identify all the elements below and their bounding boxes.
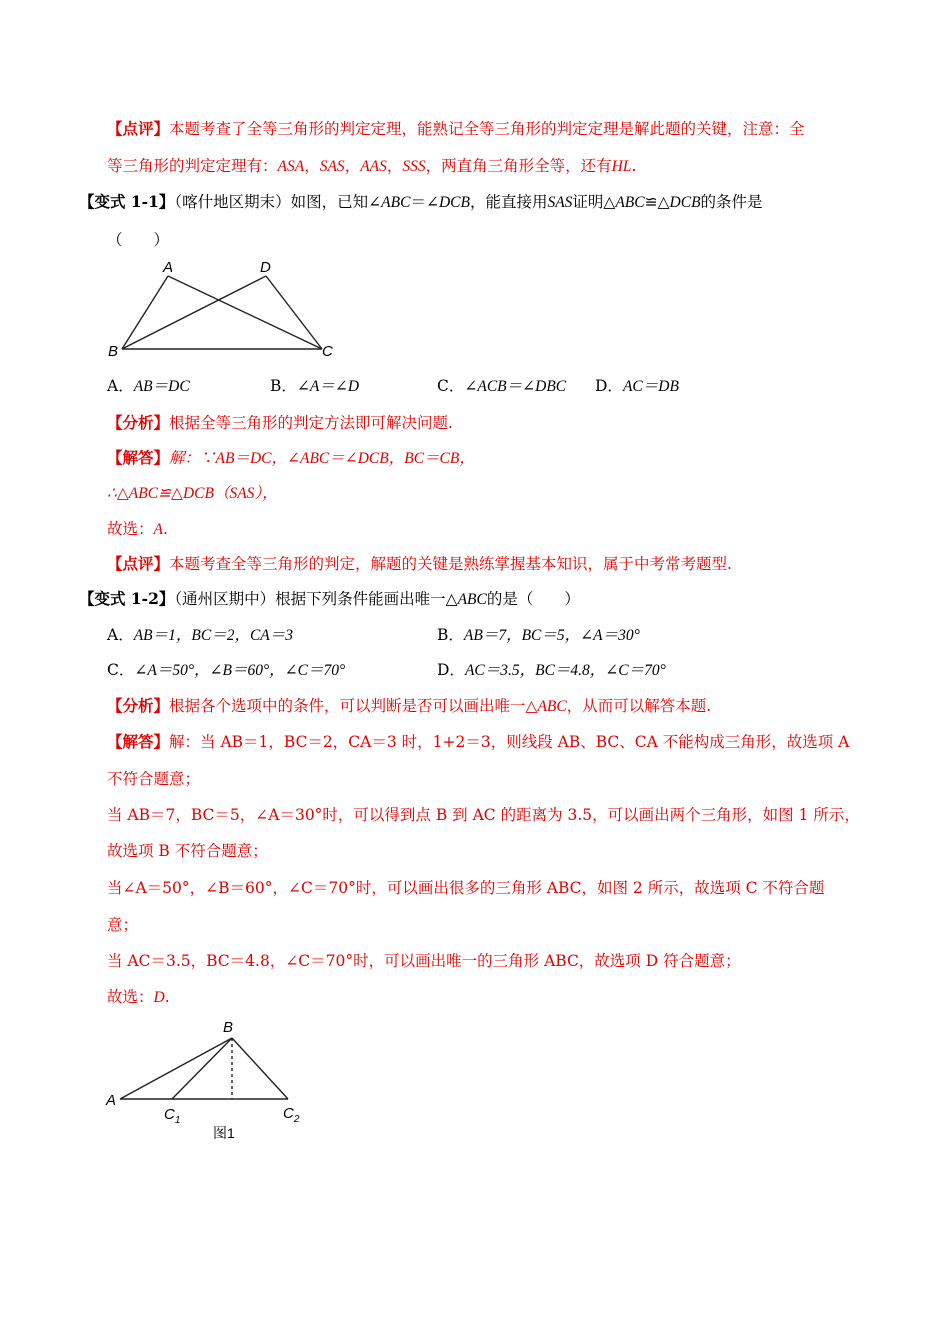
option-label: B． (437, 626, 464, 644)
option-label: A． (107, 377, 134, 395)
option-text: AB＝7，BC＝5，∠A＝30° (463, 627, 640, 644)
option-text: AB＝1，BC＝2，CA＝3 (133, 627, 294, 644)
option-d (437, 659, 666, 682)
math-sas: SAS (319, 158, 345, 175)
option-text: AC＝DB (622, 378, 679, 395)
math: ABC (457, 591, 487, 608)
math: SAS (547, 194, 573, 211)
solution-1-1-line-3 (107, 518, 168, 541)
question-text: 的条件是 (700, 193, 763, 211)
option-d (595, 375, 679, 398)
option-c (437, 375, 566, 398)
math: ABC (537, 698, 567, 715)
review-text: 本题考查全等三角形的判定，解题的关键是熟练掌握基本知识，属于中考常考题型. (169, 555, 732, 573)
option-label: C． (107, 661, 135, 679)
question-tag: 【变式 1-1】 (79, 192, 175, 211)
sep: ， (304, 157, 320, 175)
solution-1-2-line-7: 当 AC＝3.5，BC＝4.8，∠C＝70°时，可以画出唯一的三角形 ABC，故选项 D 符合题意； (107, 952, 741, 970)
label-c: C (322, 343, 333, 360)
analysis-text: ，从而可以解答本题. (566, 697, 712, 715)
solution-1-2-line-3: 当 AB＝7，BC＝5，∠A＝30°时，可以得到点 B 到 AC 的距离为 3.5，可以画出两个三角形，如图 1 所示， (107, 806, 860, 824)
review-1-1 (107, 553, 732, 575)
question-1-1 (79, 191, 763, 214)
question-text: 证明△ (572, 193, 616, 211)
solution-1-2-line-6: 意； (107, 916, 139, 934)
question-text: ≌△ (644, 193, 670, 211)
question-text: （通州区期中）根据下列条件能画出唯一△ (174, 590, 458, 608)
review-line-2 (107, 155, 636, 178)
option-text: AC＝3.5，BC＝4.8，∠C＝70° (464, 662, 666, 679)
review-text-3: ，两直角三角形全等，还有 (425, 157, 612, 175)
segment-bc2 (232, 1038, 288, 1099)
analysis-1-2 (107, 695, 711, 718)
solution-tag: 【解答】 (107, 732, 170, 751)
solution-1-1-line-1 (107, 447, 475, 470)
option-a (107, 624, 293, 647)
question-text: （喀什地区期末）如图，已知∠ (174, 193, 382, 211)
math: DCB (669, 194, 701, 211)
math: ABC (615, 194, 645, 211)
analysis-text: 根据全等三角形的判定方法即可解决问题. (169, 414, 453, 432)
solution-answer: D (153, 989, 165, 1006)
analysis-1-1 (107, 412, 453, 434)
label-b: B (223, 1019, 234, 1036)
option-label: D． (595, 377, 623, 395)
review-tag: 【点评】 (107, 119, 170, 138)
option-text: ∠A＝∠D (296, 378, 360, 395)
math: ABC (381, 194, 411, 211)
figure-triangles-abc-dcb (100, 252, 350, 364)
sep: ， (386, 157, 403, 175)
segment-bc1 (172, 1038, 232, 1099)
solution-text: 故选： (107, 520, 154, 538)
figure-caption: 图1 (213, 1125, 235, 1141)
period: . (162, 520, 168, 538)
review-line-1 (107, 118, 805, 140)
segment-dc (266, 276, 322, 349)
math-aas: AAS (360, 158, 387, 175)
analysis-tag: 【分析】 (107, 413, 170, 432)
option-label: D． (437, 661, 465, 679)
question-text: ＝∠ (410, 193, 439, 211)
option-label: B． (270, 377, 297, 395)
solution-text: 解：当 AB＝1，BC＝2，CA＝3 时，1+2＝3，则线段 AB、BC、CA 不能构成三角形，故选项 A (169, 733, 850, 751)
period: . (631, 157, 637, 175)
solution-tag: 【解答】 (107, 448, 170, 467)
option-text: ∠ACB＝∠DBC (464, 378, 567, 395)
analysis-tag: 【分析】 (107, 696, 170, 715)
option-label: C． (437, 377, 465, 395)
review-tag: 【点评】 (107, 554, 170, 573)
figure-1-two-triangles (100, 1012, 320, 1148)
review-text: 本题考查了全等三角形的判定定理，能熟记全等三角形的判定定理是解此题的关键，注意：全 (169, 120, 805, 138)
label-c2: $C_2$ (283, 1105, 300, 1125)
option-text: ∠A＝50°，∠B＝60°，∠C＝70° (134, 662, 346, 679)
label-a: A (163, 259, 174, 276)
question-1-2 (79, 588, 580, 611)
solution-text: 解：∵AB＝DC，∠ABC＝∠DCB，BC＝CB， (169, 450, 475, 467)
solution-text: ∴△ABC≌△DCB（SAS）， (107, 485, 278, 502)
option-a (107, 375, 190, 398)
option-c (107, 659, 345, 682)
question-tag: 【变式 1-2】 (79, 589, 175, 608)
review-text-2: 等三角形的判定定理有： (107, 157, 278, 175)
label-d: D (260, 259, 271, 276)
math: DCB (438, 194, 470, 211)
analysis-text: 根据各个选项中的条件，可以判断是否可以画出唯一△ (169, 697, 538, 715)
math-hl: HL (611, 158, 632, 175)
option-label: A． (107, 626, 134, 644)
answer-paren: （ ） (107, 231, 170, 249)
period: . (164, 988, 170, 1006)
solution-text: 故选： (107, 988, 154, 1006)
question-text: 的是（ ） (486, 590, 580, 608)
math-sss: SSS (402, 158, 426, 175)
solution-1-2-line-1 (107, 731, 849, 753)
option-b (270, 375, 359, 398)
solution-answer: A (153, 521, 163, 538)
option-text: AB＝DC (133, 378, 190, 395)
solution-1-2-line-4: 故选项 B 不符合题意； (107, 842, 268, 860)
label-c1: $C_1$ (164, 1106, 181, 1126)
solution-1-2-line-2: 不符合题意； (107, 770, 201, 788)
solution-1-2-line-8 (107, 986, 170, 1009)
label-a: A (106, 1092, 117, 1109)
solution-1-2-line-5: 当∠A＝50°，∠B＝60°，∠C＝70°时，可以画出很多的三角形 ABC，如图 2 所示，故选项 C 不符合题 (107, 879, 825, 897)
label-b: B (108, 343, 119, 360)
sep: ， (344, 157, 361, 175)
option-b (437, 624, 640, 647)
math-asa: ASA (277, 158, 305, 175)
question-text: ，能直接用 (469, 193, 548, 211)
solution-1-1-line-2 (107, 482, 278, 505)
segment-ab (120, 1038, 232, 1099)
